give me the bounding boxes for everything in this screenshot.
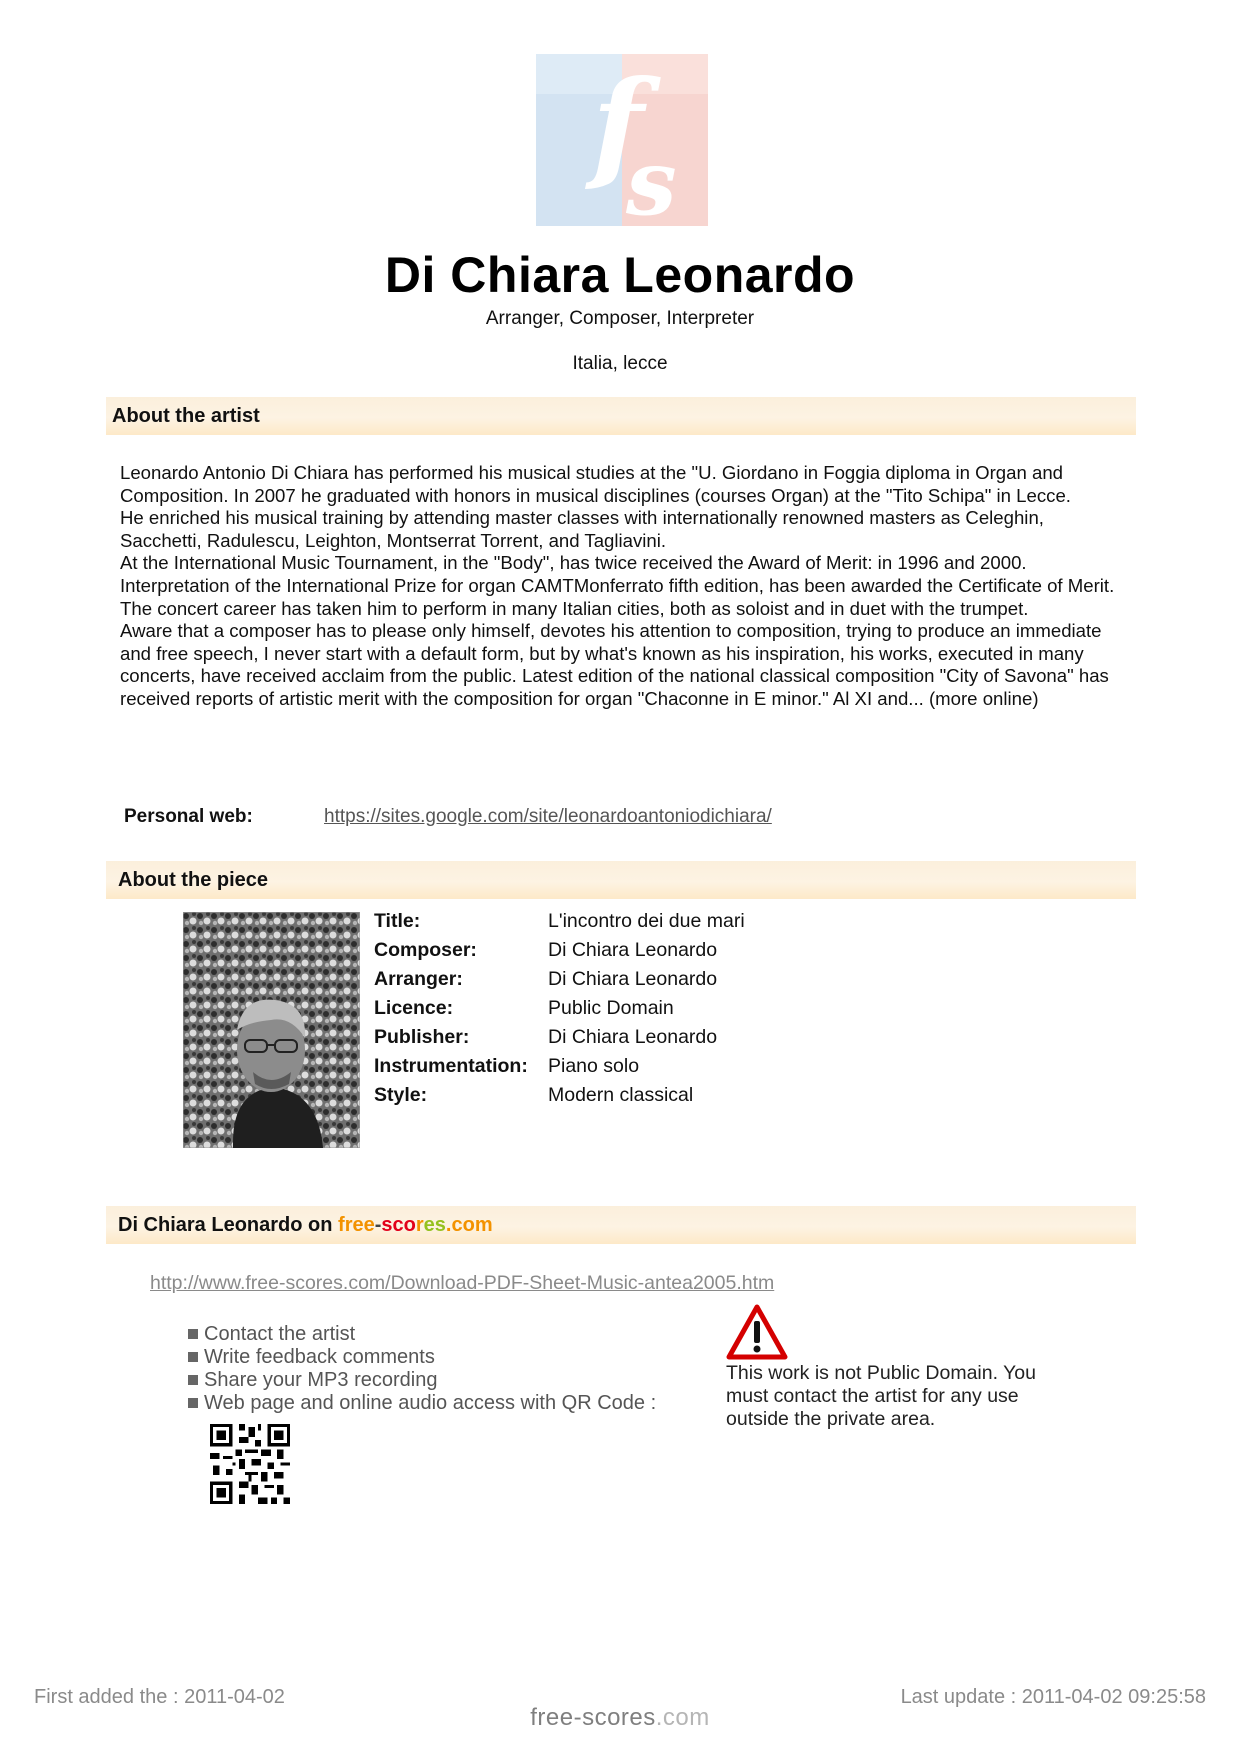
brand-part: .com [445, 1214, 493, 1236]
artist-bio [120, 462, 1130, 711]
brand-part: sco [381, 1214, 416, 1236]
bio-paragraph: Leonardo Antonio Di Chiara has performed his musical studies at the "U. Giordano in Foggia diploma in Organ and Composition. In 2007 he graduated with honors in musical disciplines (courses Organ) at the "Tito Schipa" in Lecce. [120, 462, 1071, 506]
piece-label: Licence: [374, 997, 454, 1019]
brand-part: free [338, 1214, 375, 1236]
bio-paragraph: The concert career has taken him to perform in many Italian cities, both as soloist and in duet with the trumpet. [120, 597, 1029, 619]
section-on-free-scores-label: Di Chiara Leonardo on [118, 1214, 339, 1236]
artist-name: Di Chiara Leonardo [384, 247, 856, 303]
piece-label: Instrumentation: [374, 1055, 528, 1077]
brand-part: - [374, 1214, 382, 1236]
licence-warning-text: This work is not Public Domain. You must contact the artist for any use outside the private area. [726, 1362, 1036, 1430]
contact-artist-link[interactable] [188, 1323, 656, 1346]
free-scores-logo-icon [536, 54, 708, 226]
brand-part: es [423, 1214, 446, 1236]
square-bullet-icon [188, 1352, 198, 1362]
first-added-date: First added the : 2011-04-02 [34, 1686, 285, 1708]
piece-label: Arranger: [374, 968, 463, 990]
action-label: Share your MP3 recording [204, 1369, 438, 1391]
artist-photo [183, 912, 360, 1148]
artist-location: Italia, lecce [572, 353, 668, 374]
piece-label: Publisher: [374, 1026, 470, 1048]
bio-paragraph: He enriched his musical training by attending master classes with internationally renowned masters as Celeghin, Sacchetti, Radulescu, Leighton, Montserrat Torrent, and Tagliavini. [120, 507, 1044, 551]
last-update-date: Last update : 2011-04-02 09:25:58 [900, 1686, 1206, 1708]
artist-actions-list [188, 1323, 656, 1415]
piece-value: Piano solo [548, 1055, 640, 1077]
write-feedback-link[interactable] [188, 1346, 656, 1369]
brand-part: r [415, 1214, 424, 1236]
free-scores-brand [338, 1214, 493, 1236]
square-bullet-icon [188, 1375, 198, 1385]
piece-value: Di Chiara Leonardo [548, 968, 718, 990]
square-bullet-icon [188, 1398, 198, 1408]
bio-paragraph: Aware that a composer has to please only himself, devotes his attention to composition, trying to produce an immediate and free speech, I never start with a default form, but by what's known as his inspiration, his works, executed in many concerts, have received acclaim from the public. Latest edition of the national classical composition "City of Savona" has received reports of artistic merit with the composition for organ "Chaconne in E minor." Al XI and... (more online) [120, 620, 1109, 709]
qr-code-access-link[interactable] [188, 1392, 656, 1415]
section-on-free-scores [106, 1206, 1136, 1244]
action-label: Contact the artist [204, 1323, 356, 1345]
piece-label: Title: [374, 910, 421, 932]
svg-text:s: s [626, 130, 677, 226]
warning-triangle-icon [726, 1304, 788, 1360]
square-bullet-icon [188, 1329, 198, 1339]
free-scores-page-link[interactable]: http://www.free-scores.com/Download-PDF-Sheet-Music-antea2005.htm [150, 1272, 775, 1294]
bio-paragraph: At the International Music Tournament, in the "Body", has twice received the Award of Merit: in 1996 and 2000. Interpretation of the International Prize for organ CAMTMonferrato fifth edition, has been awarded the Certificate of Merit. [120, 552, 1115, 596]
personal-web-link[interactable]: https://sites.google.com/site/leonardoantoniodichiara/ [324, 806, 772, 827]
section-about-piece: About the piece [106, 861, 1136, 899]
action-label: Write feedback comments [204, 1346, 435, 1368]
piece-value: Di Chiara Leonardo [548, 939, 718, 961]
piece-label: Composer: [374, 939, 477, 961]
piece-value: Modern classical [548, 1084, 694, 1106]
piece-value: Di Chiara Leonardo [548, 1026, 718, 1048]
svg-text:f: f [592, 54, 644, 195]
personal-web-label: Personal web: [124, 806, 253, 827]
section-about-artist: About the artist [106, 397, 1136, 435]
piece-value: Public Domain [548, 997, 674, 1019]
piece-value: L'incontro dei due mari [548, 910, 745, 932]
qr-code-icon[interactable] [210, 1424, 290, 1504]
action-label: Web page and online audio access with QR Code : [204, 1392, 657, 1414]
piece-label: Style: [374, 1084, 428, 1106]
footer-logo [0, 1704, 1240, 1732]
footer-logo-tld: .com [655, 1704, 710, 1731]
artist-roles: Arranger, Composer, Interpreter [485, 308, 755, 329]
footer-logo-main: free-scores [530, 1704, 656, 1731]
share-mp3-link[interactable] [188, 1369, 656, 1392]
